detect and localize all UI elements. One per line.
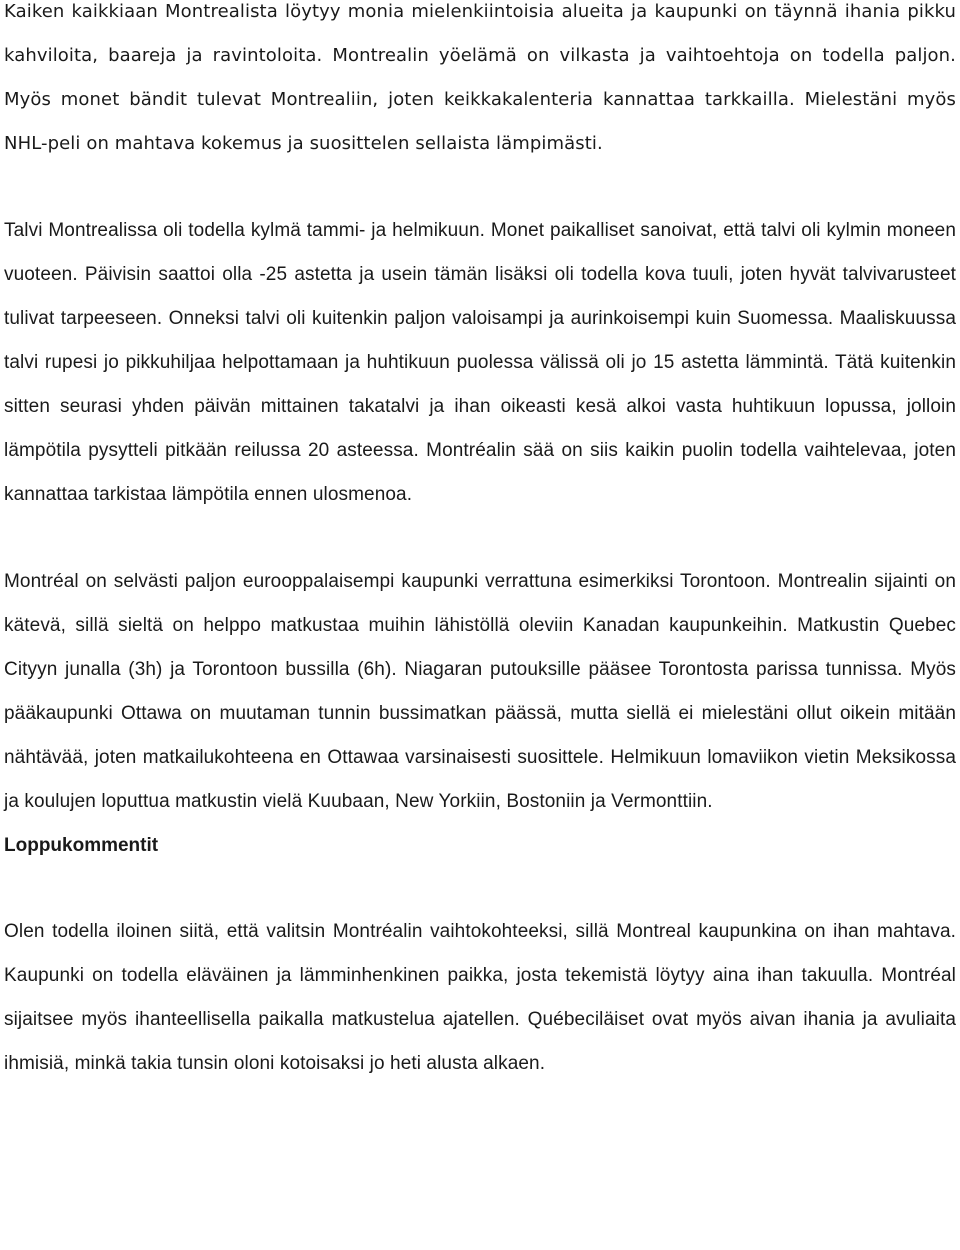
paragraph-winter: Talvi Montrealissa oli todella kylmä tammi- ja helmikuun. Monet paikalliset sanoivat, että talvi oli kylmin moneen vuoteen. Päivisin saattoi olla -25 astetta ja usein tämän lisäksi oli todella kova tuuli, joten hyvät talvivarusteet tulivat tarpeeseen. Onneksi talvi oli kuitenkin paljon valoisampi ja aurinkoisempi kuin Suomessa. Maaliskuussa talvi rupesi jo pikkuhiljaa helpottamaan ja huhtikuun puolessa välissä oli jo 15 astetta lämmintä. Tätä kuitenkin sitten seurasi yhden päivän mittainen takatalvi ja ihan oikeasti kesä alkoi vasta huhtikuun lopussa, jolloin lämpötila pysytteli pitkään reilussa 20 asteessa. Montréalin sää on siis kaikin puolin todella vaihtelevaa, joten kannattaa tarkistaa lämpötila ennen ulosmenoa.	[4, 220, 956, 505]
document-page	[4, 0, 956, 1086]
paragraph-travel: Montréal on selvästi paljon eurooppalaisempi kaupunki verrattuna esimerkiksi Torontoon. Montrealin sijainti on kätevä, sillä sieltä on helppo matkustaa muihin lähistöllä oleviin Kanadan kaupunkeihin. Matkustin Quebec Cityyn junalla (3h) ja Torontoon bussilla (6h). Niagaran putouksille pääsee Torontosta parissa tunnissa. Myös pääkaupunki Ottawa on muutaman tunnin bussimatkan päässä, mutta siellä ei mielestäni ollut oikein mitään nähtävää, joten matkailukohteena en Ottawaa varsinaisesti suosittele. Helmikuun lomaviikon vietin Meksikossa ja koulujen loputtua matkustin vielä Kuubaan, New Yorkiin, Bostoniin ja Vermonttiin.	[4, 571, 956, 812]
paragraph-nightlife: Kaiken kaikkiaan Montrealista löytyy monia mielenkiintoisia alueita ja kaupunki on täynnä ihania pikku kahviloita, baareja ja ravintoloita. Montrealin yöelämä on vilkasta ja vaihtoehtoja on todella paljon. Myös monet bändit tulevat Montrealiin, joten keikkakalenteria kannattaa tarkkailla. Mielestäni myös NHL-peli on mahtava kokemus ja suosittelen sellaista lämpimästi.	[4, 1, 956, 154]
section-heading: Loppukommentit	[4, 835, 159, 856]
paragraph-closing: Olen todella iloinen siitä, että valitsin Montréalin vaihtokohteeksi, sillä Montreal kaupunkina on ihan mahtava. Kaupunki on todella eläväinen ja lämminhenkinen paikka, josta tekemistä löytyy aina ihan takuulla. Montréal sijaitsee myös ihanteellisella paikalla matkustelua ajatellen. Québeciläiset ovat myös aivan ihania ja avuliaita ihmisiä, minkä takia tunsin oloni kotoisaksi jo heti alusta alkaen.	[4, 921, 956, 1074]
